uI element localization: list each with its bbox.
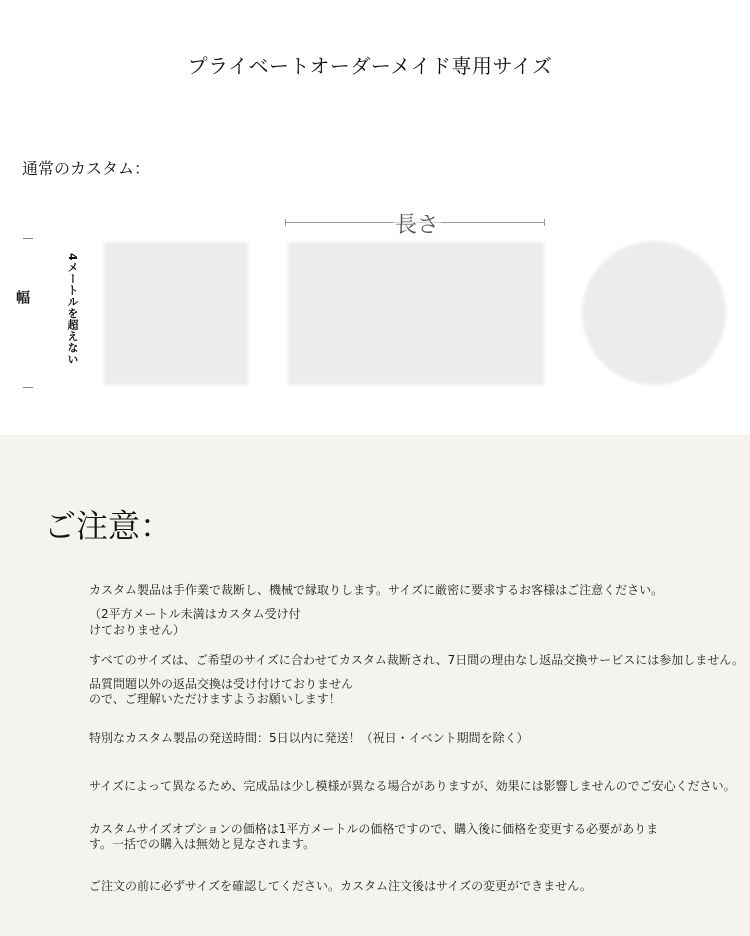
page-title: プライベートオーダーメイド専用サイズ [187, 54, 553, 78]
notice-line: サイズによって異なるため、完成品は少し模様が異なる場合がありますが、効果には影響しませんのでご安心ください。 [89, 779, 736, 793]
normal-custom-label: 通常のカスタム： [22, 159, 151, 178]
width-tick-top [23, 238, 33, 239]
notice-line: 特別なカスタム製品の発送時間：5日以内に発送！（祝日・イベント期間を除く） [89, 731, 529, 745]
notice-line: （2平方メートル未満はカスタム受け付 [89, 607, 301, 621]
size-section [0, 0, 750, 435]
width-label: 幅 [14, 290, 30, 304]
square-shape-sample [104, 242, 248, 385]
notice-section [0, 435, 750, 936]
notice-title: ご注意： [44, 507, 173, 545]
rectangle-shape-sample [288, 242, 544, 385]
notice-line: ご注文の前に必ずサイズを確認してください。カスタム注文後はサイズの変更ができません。 [89, 879, 592, 893]
circle-shape-sample [582, 241, 726, 385]
notice-line: カスタムサイズオプションの価格は1平方メートルの価格ですので、購入後に価格を変更する必要がありま [89, 822, 659, 836]
width-tick-bottom [23, 387, 33, 388]
notice-line: カスタム製品は手作業で裁断し、機械で縁取りします。サイズに厳密に要求するお客様はご注意ください。 [89, 583, 664, 597]
notice-line: すべてのサイズは、ご希望のサイズに合わせてカスタム裁断され、7日間の理由なし返品交換サービスには参加しません。 [89, 653, 744, 667]
notice-line: けておりません） [89, 623, 186, 637]
notice-line: ので、ご理解いただけますようお願いします！ [89, 692, 341, 706]
notice-line: 品質問題以外の返品交換は受け付けておりません [89, 677, 354, 691]
length-label: 長さ [393, 208, 441, 239]
notice-line: す。一括での購入は無効と見なされます。 [89, 837, 316, 851]
width-limit-note: 4メートルを超えない [66, 253, 79, 365]
width-dimension-marker [18, 238, 38, 388]
